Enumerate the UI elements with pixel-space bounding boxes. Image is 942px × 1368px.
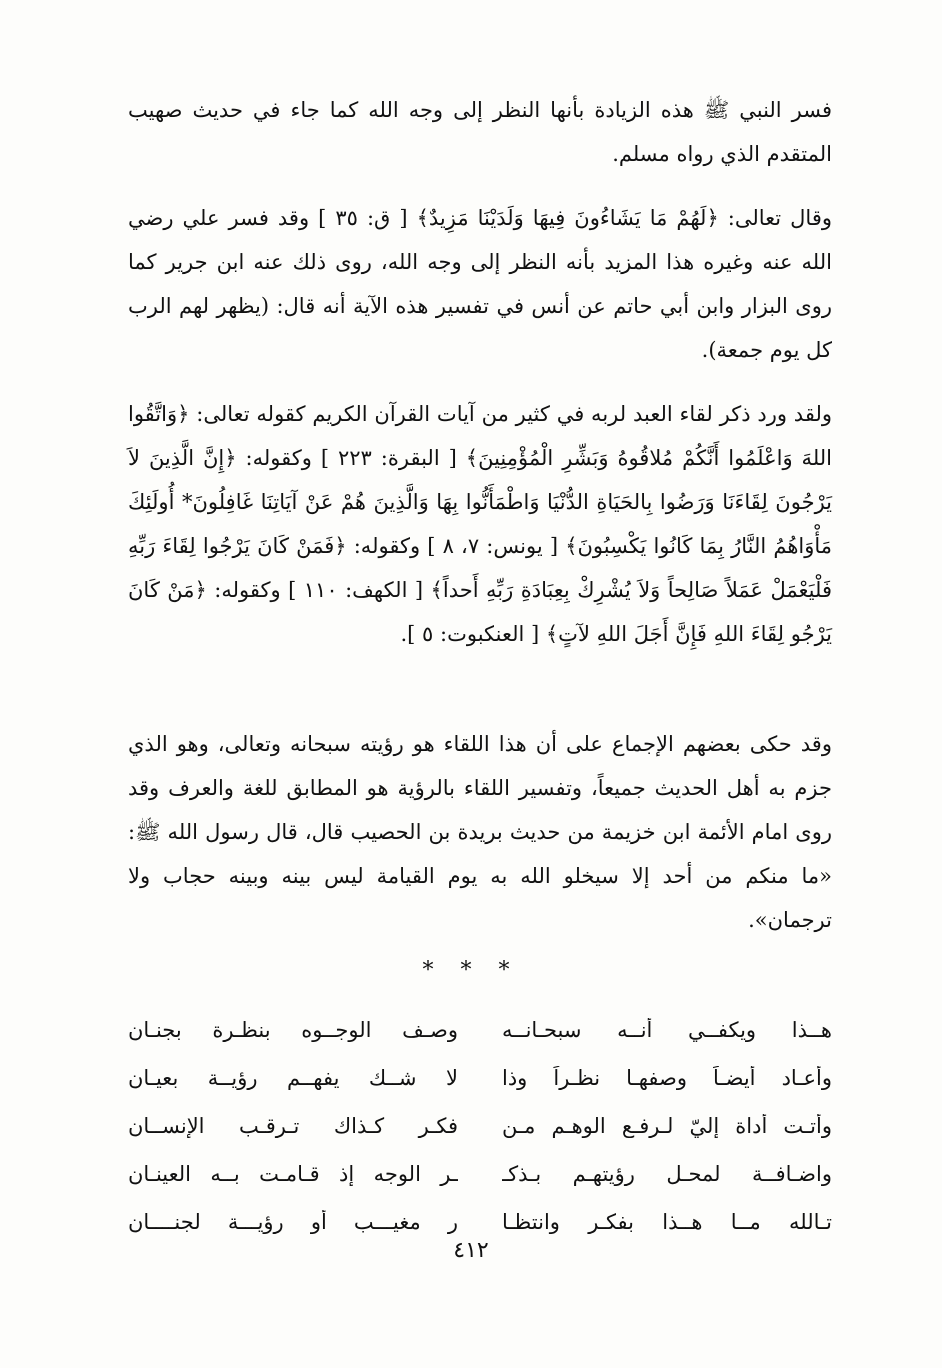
poem-verse [128, 1102, 832, 1150]
section-separator: * * * [422, 958, 520, 983]
paragraph-text: ولقد ورد ذكر لقاء العبد لربه في كثير من آيات القرآن الكريم كقوله تعالى: ﴿وَاتَّقُوا اللهَ وَاعْلَمُوا أَنَّكُمْ مُلاقُوهُ وَبَشِّرِ الْمُؤْمِنِينَ﴾ [ البقرة: ٢٢٣ ] وكقوله: ﴿إِنَّ الَّذِينَ لاَ يَرْجُونَ لِقَاءَنَا وَرَضُوا بِالحَيَاةِ الدُّنْيَا وَاطْمَأَنُّوا بِهَا وَالَّذِينَ هُمْ عَنْ آيَاتِنَا غَافِلُونَ* أُولَئِكَ مَأْوَاهُمُ النَّارُ بِمَا كَانُوا يَكْسِبُونَ﴾ [ يونس: ٧، ٨ ] وكقوله: ﴿فَمَنْ كَانَ يَرْجُوا لِقَاءَ رَبِّهِ فَلْيَعْمَلْ عَمَلاً صَالِحاً وَلاَ يُشْرِكْ بِعِبَادَةِ رَبِّهِ أَحداً﴾ [ الكهف: ١١٠ ] وكقوله: ﴿مَنْ كَانَ يَرْجُو لِقَاءَ اللهِ فَإِنَّ أَجَلَ اللهِ لآتٍ﴾ [ العنكبوت: ٥ ]. [128, 402, 833, 646]
paragraph-1 [128, 88, 832, 176]
verse-first-half: وأعـاد أيضـاً وصفهـا نظـراً وذا [502, 1066, 832, 1090]
paragraph-4 [128, 722, 832, 942]
verse-first-half: وأتـت أداة إليّ لـرفـع الوهـم مـن [502, 1114, 832, 1138]
paragraph-2 [128, 196, 832, 372]
paragraph-text: وقد حكى بعضهم الإجماع على أن هذا اللقاء هو رؤيته سبحانه وتعالى، وهو الذي جزم به أهل الحديث جميعاً، وتفسير اللقاء بالرؤية هو المطابق للغة والعرف وقد روى امام الأئمة ابن خزيمة من حديث بريدة بن الحصيب قال، قال رسول الله ﷺ: «ما منكم من أحد إلا سيخلو الله به يوم القيامة ليس بينه وبينه حجاب ولا ترجمان». [128, 732, 832, 932]
verse-second-half: لا شــك يفهــم رؤيــة بعيـان [128, 1066, 458, 1090]
verse-second-half: ر مغيـــب أو رؤيـــة لجنــــان [128, 1210, 458, 1234]
verse-first-half: واضـافــة لمحـل رؤيتهـم بـذكـ [502, 1162, 832, 1186]
poem [128, 1006, 832, 1246]
paragraph-text: فسر النبي ﷺ هذه الزيادة بأنها النظر إلى وجه الله كما جاء في حديث صهيب المتقدم الذي رواه مسلم. [128, 98, 832, 166]
verse-first-half: هــذا ويكفــي أنــه سبحـانــه [502, 1018, 832, 1042]
page-number: ٤١٢ [453, 1238, 489, 1263]
poem-verse [128, 1150, 832, 1198]
verse-second-half: وصـف الوجــوه بنظـرة بجنـان [128, 1018, 458, 1042]
verse-first-half: تـالله مــا هــذا بفكـر وانتظـا [502, 1210, 832, 1234]
verse-second-half: ـر الوجه إذ قـامـت بــه العينـان [128, 1162, 458, 1186]
paragraph-3 [128, 392, 832, 656]
poem-verse [128, 1054, 832, 1102]
poem-verse [128, 1006, 832, 1054]
verse-second-half: فكـر كـذاك تـرقـب الإنســان [128, 1114, 458, 1138]
paragraph-text: وقال تعالى: ﴿لَهُمْ مَا يَشَاءُونَ فِيهَا وَلَدَيْنَا مَزِيدٌ﴾ [ ق: ٣٥ ] وقد فسر علي رضي الله عنه وغيره هذا المزيد بأنه النظر إلى وجه الله، روى ذلك عنه ابن جرير كما روى البزار وابن أبي حاتم عن أنس في تفسير هذه الآية أنه قال: (يظهر لهم الرب كل يوم جمعة). [128, 206, 833, 362]
